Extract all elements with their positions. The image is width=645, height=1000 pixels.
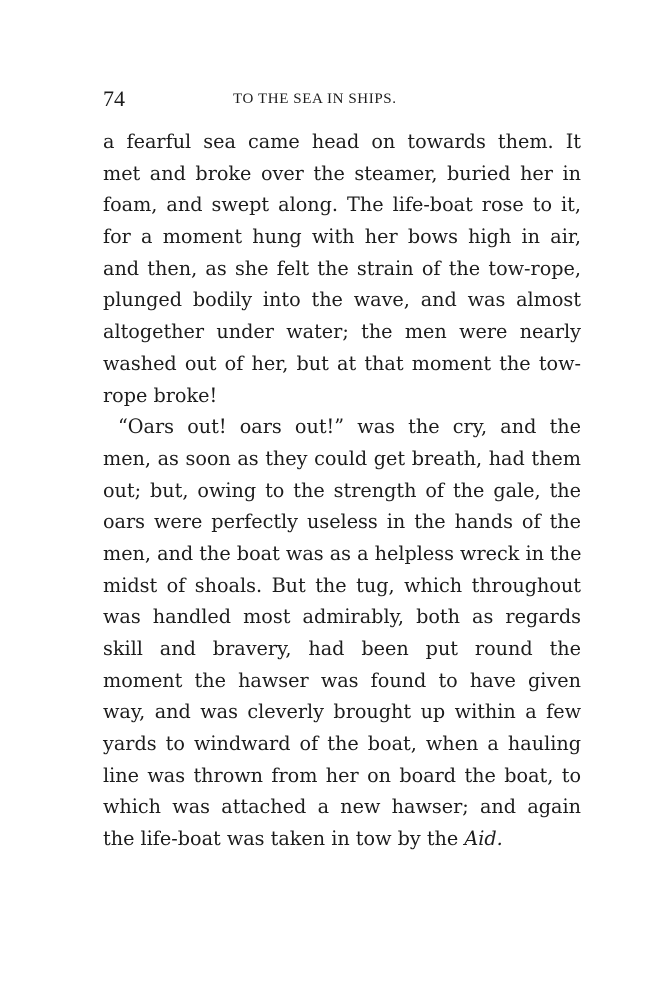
text-line: was handled most admirably, both as regards bbox=[103, 605, 581, 629]
page-header bbox=[103, 86, 573, 114]
text-line: oars were perfectly useless in the hands of the bbox=[103, 510, 581, 534]
text-line: “Oars out! oars out!” was the cry, and the bbox=[118, 415, 581, 439]
text-line: skill and bravery, had been put round the bbox=[103, 637, 581, 660]
text-line: foam, and swept along. The life-boat rose to it, bbox=[103, 193, 581, 217]
text-line: a fearful sea came head on towards them. It bbox=[103, 130, 581, 153]
text-line: men, as soon as they could get breath, had them bbox=[103, 446, 581, 470]
text-line: moment the hawser was found to have given bbox=[103, 668, 581, 692]
text-line: men, and the boat was as a helpless wreck in the bbox=[103, 541, 582, 565]
final-line-text: the life-boat was taken in tow by the bbox=[103, 827, 459, 851]
text-line: which was attached a new hawser; and again bbox=[103, 795, 581, 819]
text-line: yards to windward of the boat, when a hauling bbox=[103, 732, 581, 756]
text-line: rope broke! bbox=[103, 383, 218, 407]
text-line: line was thrown from her on board the boat, to bbox=[103, 763, 581, 787]
text-line: out; but, owing to the strength of the gale, the bbox=[103, 478, 581, 502]
text-line: met and broke over the steamer, buried her in bbox=[103, 161, 581, 185]
text-line: midst of shoals. But the tug, which throughout bbox=[103, 573, 581, 597]
final-text-line bbox=[103, 823, 581, 855]
body-text bbox=[103, 126, 581, 855]
text-line: and then, as she felt the strain of the tow-rope, bbox=[103, 256, 581, 280]
text-line: for a moment hung with her bows high in air, bbox=[103, 225, 581, 249]
text-line: plunged bodily into the wave, and was almost bbox=[103, 288, 581, 312]
ship-name-italic: Aid. bbox=[464, 827, 503, 851]
text-line: washed out of her, but at that moment the tow- bbox=[103, 351, 581, 375]
text-line: altogether under water; the men were nearly bbox=[103, 320, 581, 344]
running-head: TO THE SEA IN SHIPS. bbox=[233, 91, 397, 107]
page-number: 74 bbox=[103, 86, 125, 111]
text-line: way, and was cleverly brought up within a few bbox=[103, 700, 581, 724]
